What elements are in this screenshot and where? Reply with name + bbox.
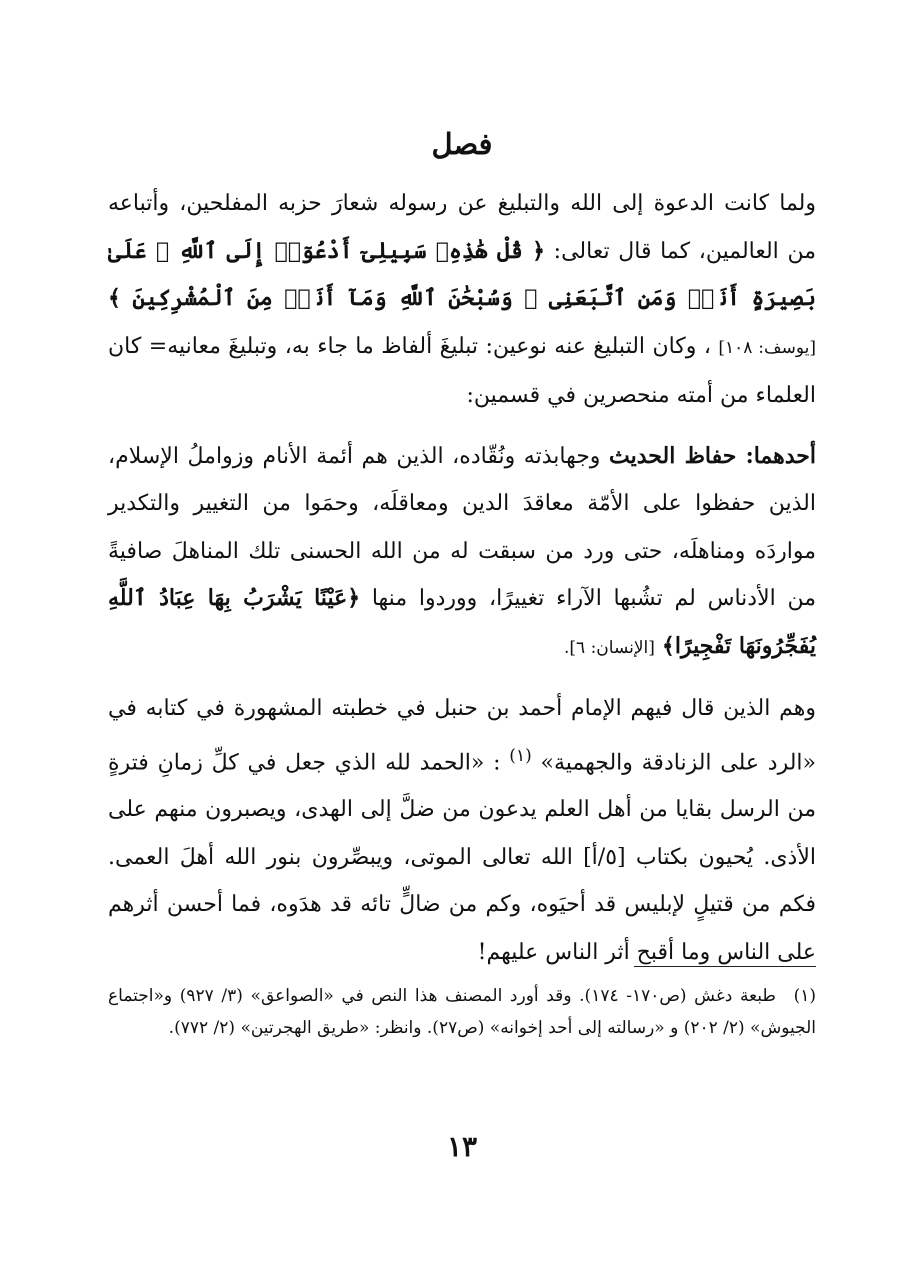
footnote-divider (634, 966, 816, 967)
footnote-reference[interactable]: (١) (509, 745, 532, 766)
footnote-text: طبعة دغش (ص١٧٠- ١٧٤). وقد أورد المصنف هذا النص في «الصواعق» (٣/ ٩٢٧) و«اجتماع الجيوش» (٢/ ٢٠٢) و «رسالته إلى أحد إخوانه» (ص٢٧). وانظر: «طريق الهجرتين» (٢/ ٧٧٢). (108, 986, 816, 1038)
footnote-item (108, 980, 816, 1044)
paragraph-imam-ahmad (108, 685, 816, 976)
footnotes (108, 980, 816, 1044)
paragraph-hadith-scholars (108, 433, 816, 673)
footnote-marker: (١) (793, 986, 816, 1006)
paragraph-intro (108, 180, 816, 420)
intro-text-a: ولما كانت الدعوة إلى الله والتبليغ عن رسوله شعارَ حزبه المفلحين، وأتباعه من العالمين، كما قال تعالى: (108, 191, 816, 264)
paragraph-lead-heading: أحدهما: حفاظ الحديث (609, 442, 816, 469)
section-title: فصل (431, 127, 493, 161)
hadith-text-a: وجهابذته ونُقّاده، الذين هم أئمة الأنام وزواملُ الإسلام، الذين حفظوا على الأمّة معاقدَ الدين ومعاقلَه، وحمَوا من التغيير والتكدير مواردَه ومناهلَه، حتى ورد من سبقت له من الله الحسنى تلك المناهلَ صافيةً من الأدناس لم تشُبها الآراء تغييرًا، ووردوا منها (108, 443, 817, 611)
quran-verse-insan: ﴿عَيْنًا يَشْرَبُ بِهَا عِبَادُ ٱللَّهِ يُفَجِّرُونَهَا تَفْجِيرًا﴾ (108, 585, 816, 659)
document-page (108, 118, 816, 1248)
ahmad-text-a: وهم الذين قال فيهم الإمام أحمد بن حنبل في خطبته المشهورة في كتابه في «الرد على الزنادقة والجهمية» (108, 696, 816, 775)
intro-text-b: ، وكان التبليغ عنه نوعين: تبليغَ ألفاظ ما جاء به، وتبليغَ معانيه= كان العلماء من أمته منحصرين في قسمين: (108, 333, 816, 408)
verse-reference-insan: [الإنسان: ٦]. (563, 637, 655, 658)
ahmad-text-b: : «الحمد لله الذي جعل في كلِّ زمانِ فترةٍ من الرسل بقايا من أهل العلم يدعون من ضلَّ إلى الهدى، ويصبرون منهم على الأذى. يُحيون بكتاب [٥/أ] الله تعالى الموتى، ويبصِّرون بنور الله أهلَ العمى. فكم من قتيلٍ لإبليس قد أحيَوه، وكم من ضالٍّ تائه قد هدَوه، فما أحسن أثرهم على الناس وما أقبح أثر الناس عليهم! (108, 749, 817, 965)
page-number: ١٣ (446, 1130, 478, 1163)
verse-reference-yusuf: [يوسف: ١٠٨] (718, 337, 816, 358)
quran-verse-yusuf: ﴿ قُلْ هَٰذِهِۦ سَبِيلِىٓ أَدْعُوٓا۟ إِلَى ٱللَّهِ ۚ عَلَىٰ بَصِيرَةٍ أَنَا۠ وَمَنِ ٱتَّبَعَنِى ۖ وَسُبْحَٰنَ ٱللَّهِ وَمَآ أَنَا۠ مِنَ ٱلْمُشْرِكِينَ ﴾ (108, 237, 816, 311)
